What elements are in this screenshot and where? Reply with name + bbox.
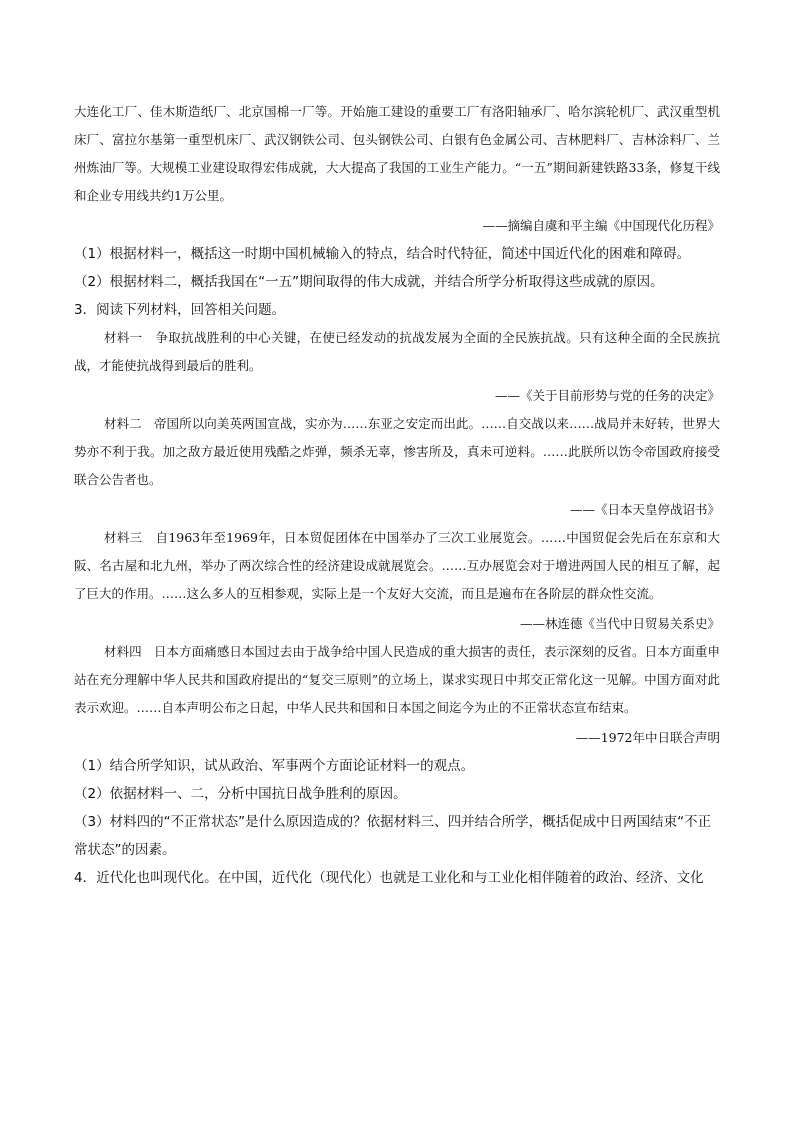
question-3-2: （2）依据材料一、二，分析中国抗日战争胜利的原因。	[74, 786, 407, 802]
material-3-3-source: ——林连德《当代中日贸易关系史》	[519, 616, 720, 631]
question-3-1: （1）结合所学知识，试从政治、军事两个方面论证材料一的观点。	[74, 758, 475, 774]
material-2-source: ——摘编自虞和平主编《中国现代化历程》	[482, 218, 720, 233]
material-3-3-label: 材料三	[104, 530, 143, 545]
document-body	[74, 98, 720, 892]
material-3-4-label: 材料四	[104, 644, 142, 659]
material-3-2-label: 材料二	[104, 416, 142, 431]
material-3-1-text: 争取抗战胜利的中心关键，在使已经发动的抗战发展为全面的全民族抗战。只有这种全面的全民族抗战，才能使抗战得到最后的胜利。	[74, 330, 720, 373]
question-2-2: （2）根据材料二，概括我国在“一五”期间取得的伟大成就，并结合所学分析取得这些成就的原因。	[74, 274, 664, 290]
material-3-4	[74, 638, 720, 722]
question-3-title: 3．阅读下列材料，回答相关问题。	[74, 302, 286, 318]
material-3-2-source: ——《日本天皇停战诏书》	[569, 502, 720, 517]
material-3-2	[74, 410, 720, 494]
material-3-1-source: ——《关于目前形势与党的任务的决定》	[494, 388, 720, 403]
question-3-3: （3）材料四的“不正常状态”是什么原因造成的？依据材料三、四并结合所学，概括促成中日两国结束“不正常状态”的因素。	[74, 814, 712, 858]
material-3-1-label: 材料一	[104, 330, 143, 345]
material-3-4-source: ——1972年中日联合声明	[575, 730, 720, 745]
material-3-2-text: 帝国所以向美英两国宣战，实亦为……东亚之安定而出此。……自交战以来……战局并未好转，世界大势亦不利于我。加之敌方最近使用残酷之炸弹，频杀无辜，惨害所及，真未可逆料。……此朕所以饬令帝国政府接受联合公告者也。	[74, 416, 720, 487]
material-3-3	[74, 524, 720, 608]
question-4-start: 4．近代化也叫现代化。在中国，近代化（现代化）也就是工业化和与工业化相伴随着的政治、经济、文化	[74, 870, 704, 886]
material-3-1	[74, 324, 720, 380]
material-2-continued: 大连化工厂、佳木斯造纸厂、北京国棉一厂等。开始施工建设的重要工厂有洛阳轴承厂、哈尔滨轮机厂、武汉重型机床厂、富拉尔基第一重型机床厂、武汉钢铁公司、包头钢铁公司、白银有色金属公司、吉林肥料厂、吉林涂料厂、兰州炼油厂等。大规模工业建设取得宏伟成就，大大提高了我国的工业生产能力。“一五”期间新建铁路33条，修复干线和企业专用线共约1万公里。	[74, 104, 720, 203]
material-3-3-text: 自1963年至1969年，日本贸促团体在中国举办了三次工业展览会。……中国贸促会先后在东京和大阪、名古屋和北九州，举办了两次综合性的经济建设成就展览会。……互办展览会对于增进两国人民的相互了解，起了巨大的作用。……这么多人的互相参观，实际上是一个友好大交流，而且是遍布在各阶层的群众性交流。	[74, 530, 720, 601]
question-2-1: （1）根据材料一，概括这一时期中国机械输入的特点，结合时代特征，简述中国近代化的困难和障碍。	[74, 246, 691, 262]
material-3-4-text: 日本方面痛感日本国过去由于战争给中国人民造成的重大损害的责任，表示深刻的反省。日本方面重申站在充分理解中华人民共和国政府提出的“复交三原则”的立场上，谋求实现日中邦交正常化这一见解。中国方面对此表示欢迎。……自本声明公布之日起，中华人民共和国和日本国之间迄今为止的不正常状态宣布结束。	[74, 644, 720, 715]
